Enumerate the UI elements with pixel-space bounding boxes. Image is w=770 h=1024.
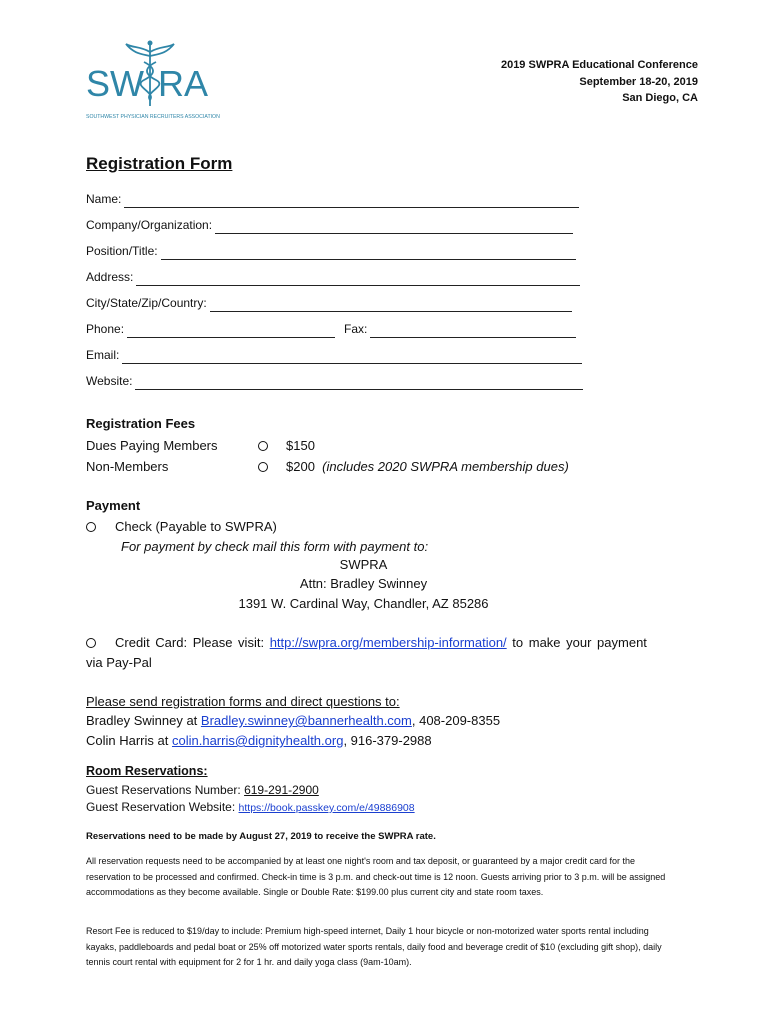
conference-location: San Diego, CA (622, 92, 698, 104)
name-field[interactable] (86, 190, 579, 208)
reservation-website-label: Guest Reservation Website: (86, 800, 236, 814)
membership-info-link[interactable]: http://swpra.org/membership-information/ (269, 635, 507, 650)
logo-wordmark-left: SW (86, 63, 144, 104)
credit-card-prefix: Credit Card: Please visit: (115, 635, 265, 650)
phone-label: Phone: (86, 322, 125, 336)
conference-dates: September 18-20, 2019 (579, 75, 698, 88)
name-label: Name: (86, 192, 122, 206)
logo-tagline: SOUTHWEST PHYSICIAN RECRUITERS ASSOCIATION (86, 114, 220, 120)
conference-title: 2019 SWPRA Educational Conference (500, 59, 698, 71)
position-field[interactable] (86, 242, 576, 260)
reservation-website-row (86, 798, 415, 817)
contact-2-phone: , 916-379-2988 (343, 733, 432, 748)
address-field[interactable] (86, 268, 580, 286)
credit-card-row (115, 634, 647, 652)
check-radio[interactable] (86, 522, 96, 532)
fees-heading: Registration Fees (86, 416, 196, 431)
website-line[interactable] (135, 376, 583, 390)
position-line[interactable] (161, 246, 576, 260)
nonmembers-radio[interactable] (258, 462, 268, 472)
email-line[interactable] (122, 350, 582, 364)
contact-row-2 (86, 732, 432, 750)
website-label: Website: (86, 374, 133, 388)
contact-2-email[interactable]: colin.harris@dignityhealth.org (171, 733, 344, 748)
phone-line[interactable] (127, 324, 335, 338)
website-field[interactable] (86, 372, 583, 390)
contact-row-1 (86, 712, 500, 730)
form-title: Registration Form (86, 154, 233, 173)
check-instructions: For payment by check mail this form with payment to: (121, 539, 429, 554)
reservation-number-value: 619-291-2900 (244, 783, 319, 797)
position-label: Position/Title: (86, 244, 158, 258)
contact-1-phone: , 408-209-8355 (411, 713, 501, 728)
credit-card-radio[interactable] (86, 638, 96, 648)
city-line[interactable] (210, 298, 572, 312)
check-label: Check (Payable to SWPRA) (115, 519, 277, 534)
contact-1-email[interactable]: Bradley.swinney@bannerhealth.com (200, 713, 412, 728)
payment-heading: Payment (86, 498, 141, 513)
credit-card-line2: via Pay-Pal (86, 655, 152, 670)
room-heading: Room Reservations: (86, 764, 208, 778)
members-price: $150 (286, 438, 315, 453)
company-line[interactable] (215, 220, 573, 234)
reservation-number-row (86, 781, 319, 799)
nonmembers-price: $200 (286, 459, 315, 474)
members-label: Dues Paying Members (86, 438, 218, 453)
resort-fee-info: Resort Fee is reduced to $19/day to include: Premium high-speed internet, Daily 1 hour bicycle or non-motorized water sports rental including kayaks, paddleboards and pedal boat or 25% off motorized water sports rentals, daily food and beverage credit of $10 (excluding gift shop), daily tennis court rental with equipment for 2 for 1 hr. and daily yoga class (9am-10am). (86, 926, 662, 967)
email-field[interactable] (86, 346, 582, 364)
address-line[interactable] (136, 272, 580, 286)
reservation-policy: All reservation requests need to be accompanied by at least one night's room and tax deposit, or guaranteed by a major credit card for the reservation to be processed and confirmed. Check-in time is 3 p.m. and check-out time is 12 noon. Guests arriving prior to 3 p.m. will be assigned accommodations as they become available. Single or Double Rate: $199.00 plus current city and state room taxes. (86, 856, 666, 897)
nonmembers-note: (includes 2020 SWPRA membership dues) (322, 459, 569, 474)
members-radio[interactable] (258, 441, 268, 451)
contacts-heading: Please send registration forms and direct questions to: (86, 694, 400, 709)
mail-line-1: SWPRA (339, 557, 388, 572)
mail-line-3: 1391 W. Cardinal Way, Chandler, AZ 85286 (238, 596, 489, 611)
name-line[interactable] (124, 194, 579, 208)
nonmembers-label: Non-Members (86, 459, 169, 474)
company-label: Company/Organization: (86, 218, 213, 232)
logo-wordmark-right: RA (158, 63, 209, 104)
swpra-logo (80, 38, 220, 122)
phone-field[interactable] (86, 320, 335, 338)
fax-field[interactable] (344, 320, 576, 338)
email-label: Email: (86, 348, 120, 362)
fax-line[interactable] (370, 324, 576, 338)
mail-line-2: Attn: Bradley Swinney (299, 576, 428, 591)
reservation-number-label: Guest Reservations Number: (86, 783, 241, 797)
address-label: Address: (86, 270, 134, 284)
caduceus-logo-icon (80, 38, 220, 122)
conference-info (501, 57, 698, 107)
nonmembers-price-row (286, 458, 569, 476)
reservation-website-link[interactable]: https://book.passkey.com/e/49886908 (238, 802, 415, 814)
city-field[interactable] (86, 294, 572, 312)
credit-card-suffix: to make your payment (512, 635, 647, 650)
city-label: City/State/Zip/Country: (86, 296, 207, 310)
reservation-deadline: Reservations need to be made by August 27, 2019 to receive the SWPRA rate. (86, 831, 436, 842)
company-field[interactable] (86, 216, 573, 234)
fax-label: Fax: (344, 322, 368, 336)
contact-1-name: Bradley Swinney at (86, 713, 198, 728)
contact-2-name: Colin Harris at (86, 733, 169, 748)
